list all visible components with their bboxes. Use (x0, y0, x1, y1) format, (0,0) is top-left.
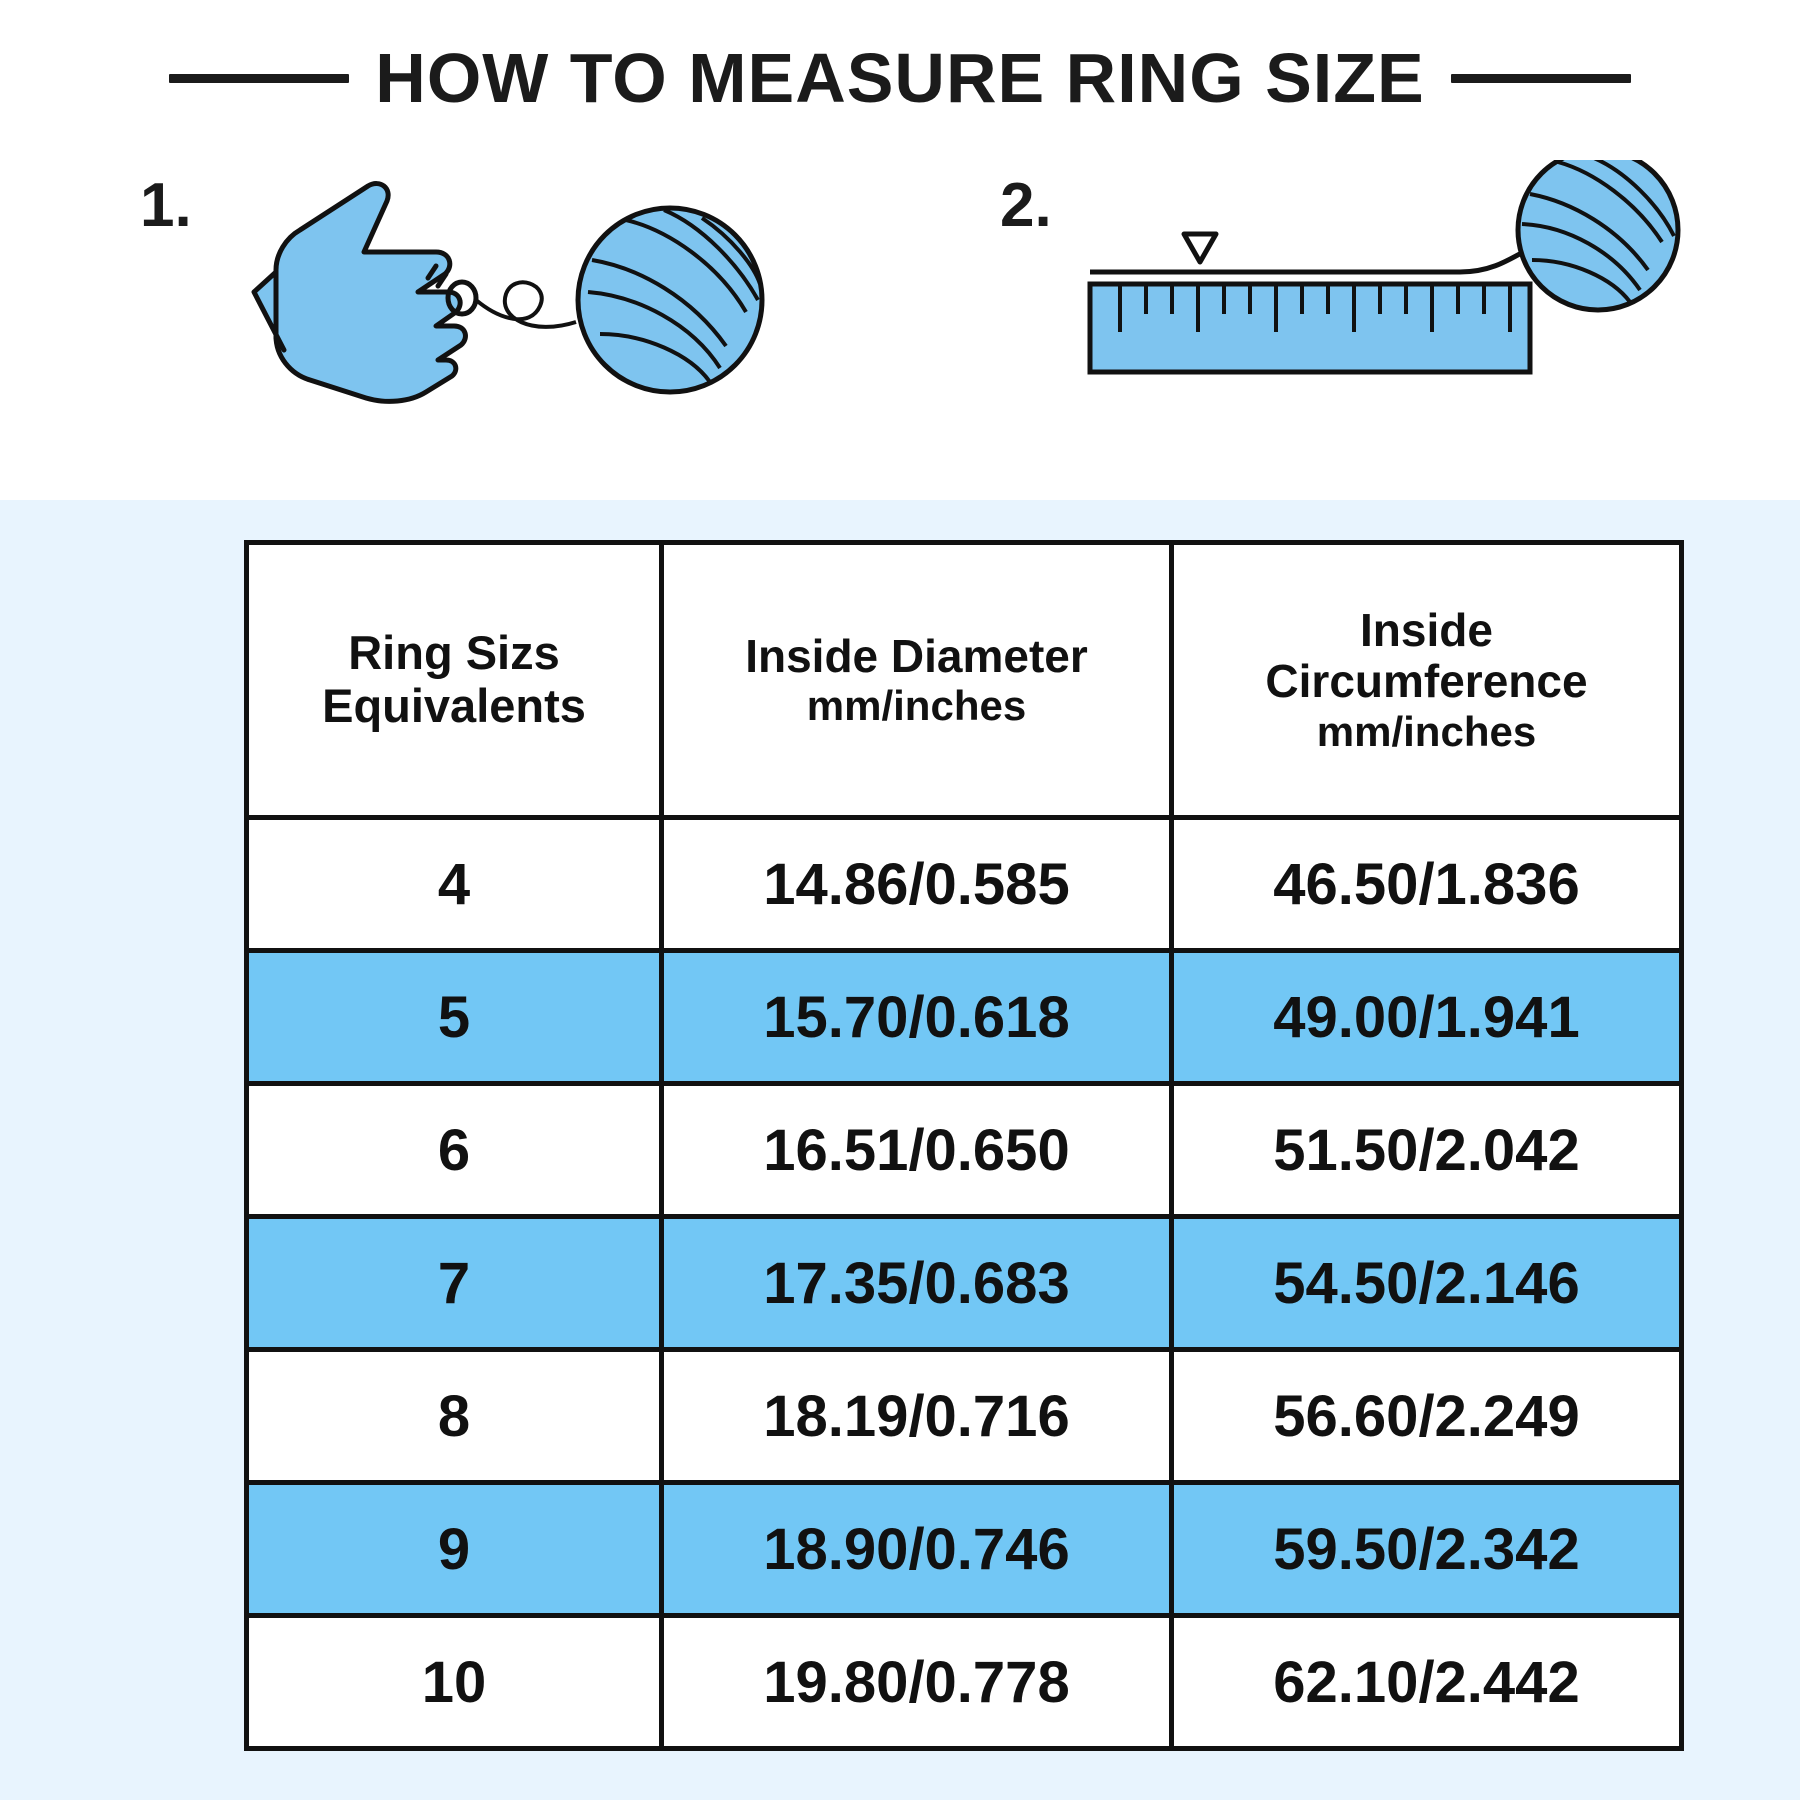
cell-inside-circumference: 56.60/2.249 (1172, 1350, 1682, 1483)
cell-inside-circumference: 46.50/1.836 (1172, 818, 1682, 951)
top-illustration-band (0, 0, 1800, 500)
table-row (247, 1483, 1682, 1616)
table-head (247, 543, 1682, 818)
header-inside-diameter-main: Inside Diameter (745, 629, 1088, 682)
ruler-measure-icon (1080, 160, 1700, 410)
step-1-number: 1. (140, 171, 192, 240)
header-inside-diameter (662, 543, 1172, 818)
cell-ring-size: 6 (247, 1084, 662, 1217)
cell-ring-size: 10 (247, 1616, 662, 1749)
cell-inside-circumference: 59.50/2.342 (1172, 1483, 1682, 1616)
cell-inside-diameter: 14.86/0.585 (662, 818, 1172, 951)
cell-inside-circumference: 62.10/2.442 (1172, 1616, 1682, 1749)
header-ring-size-line1: Ring Sizs (348, 626, 560, 680)
cell-inside-diameter: 16.51/0.650 (662, 1084, 1172, 1217)
header-ring-size-line2: Equivalents (322, 679, 586, 732)
table-row (247, 1217, 1682, 1350)
cell-inside-diameter: 18.90/0.746 (662, 1483, 1172, 1616)
hand-string-yarn-icon (240, 160, 820, 410)
header-inside-circumference-units: mm/inches (1316, 708, 1537, 755)
cell-ring-size: 5 (247, 951, 662, 1084)
header-inside-circumference-line2: Circumference (1265, 655, 1588, 708)
step-2 (1000, 160, 1700, 420)
table-row (247, 1084, 1682, 1217)
cell-ring-size: 8 (247, 1350, 662, 1483)
cell-inside-diameter: 19.80/0.778 (662, 1616, 1172, 1749)
cell-inside-diameter: 17.35/0.683 (662, 1217, 1172, 1350)
step-2-number: 2. (1000, 171, 1052, 240)
header-inside-circumference (1172, 543, 1682, 818)
header-inside-diameter-units: mm/inches (806, 682, 1027, 730)
table-row (247, 951, 1682, 1084)
table-body (247, 818, 1682, 1749)
title-rule-left (169, 74, 349, 83)
cell-inside-diameter: 18.19/0.716 (662, 1350, 1172, 1483)
table-row (247, 1350, 1682, 1483)
header-ring-size (247, 543, 662, 818)
ring-size-table (244, 540, 1684, 1751)
page-title (0, 28, 1800, 128)
ring-size-table-wrap (244, 540, 1604, 1751)
cell-inside-circumference: 51.50/2.042 (1172, 1084, 1682, 1217)
step-1 (140, 160, 820, 420)
table-row (247, 1616, 1682, 1749)
table-row (247, 818, 1682, 951)
page-title-text: HOW TO MEASURE RING SIZE (375, 39, 1425, 117)
header-inside-circumference-line1: Inside (1360, 603, 1493, 656)
table-header-row (247, 543, 1682, 818)
cell-ring-size: 9 (247, 1483, 662, 1616)
cell-ring-size: 7 (247, 1217, 662, 1350)
cell-inside-circumference: 54.50/2.146 (1172, 1217, 1682, 1350)
title-rule-right (1451, 74, 1631, 83)
cell-inside-circumference: 49.00/1.941 (1172, 951, 1682, 1084)
cell-inside-diameter: 15.70/0.618 (662, 951, 1172, 1084)
cell-ring-size: 4 (247, 818, 662, 951)
